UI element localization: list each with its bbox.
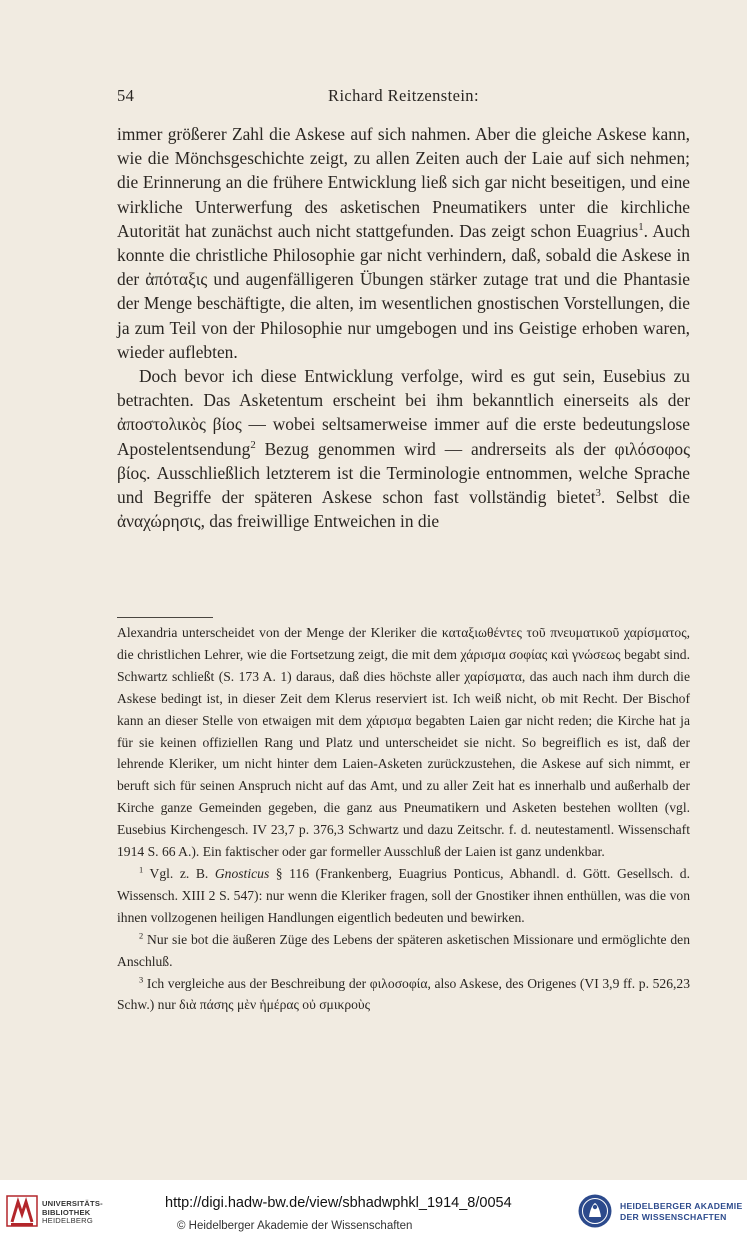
- library-name-line-1: UNIVERSITÄTS-: [42, 1199, 103, 1208]
- footnote-ref-3: 3: [595, 487, 601, 500]
- footnote-2-mark: 2: [139, 930, 144, 941]
- footnote-1-part-a: Vgl. z. B.: [143, 865, 215, 881]
- footnote-ref-2: 2: [250, 438, 256, 451]
- viewer-footer: [0, 1180, 747, 1243]
- running-title: Richard Reitzenstein:: [328, 86, 479, 105]
- footnote-1: [117, 863, 690, 929]
- footnotes: [117, 622, 690, 1016]
- page-header: [117, 86, 690, 110]
- academy-name-line-1: HEIDELBERGER AKADEMIE: [620, 1201, 743, 1211]
- library-name-line-3: HEIDELBERG: [42, 1216, 93, 1226]
- footnote-3: [117, 973, 690, 1017]
- academy-name: [620, 1201, 742, 1223]
- footnote-ref-1: 1: [638, 221, 644, 234]
- footnote-1-italic: Gnosticus: [214, 865, 270, 881]
- paragraph-1-part-b: . Auch konnte die christliche Philosophie gar nicht verhindern, daß, sobald die Askese in der ἀπόταξις und augenfälligeren Übungen stärker zutage trat und die Phantasie der Menge beschäftigte, die alten, im wesentlichen gnostischen Vorstellungen, die ja zum Teil von der Philosophie nur umgebogen und ins Geistige erhoben waren, wieder auflebten.: [117, 220, 691, 362]
- copyright-notice: © Heidelberger Akademie der Wissenschaften: [177, 1220, 413, 1232]
- paragraph-1: [117, 122, 690, 364]
- paragraph-1-part-a: immer größerer Zahl die Askese auf sich nahmen. Aber die gleiche Askese kann, wie die Mönchsgeschichte zeigt, zu allen Zeiten auch der Laie auf sich nehmen; die Erinnerung an die frühere Entwicklung ließ sich gar nicht beseitigen, und eine wirkliche Unterwerfung des asketischen Pneumatikers unter die kirchliche Autorität hat zunächst auch nicht stattgefunden. Das zeigt schon Euagrius: [117, 124, 690, 241]
- paragraph-2-part-c: . Selbst die ἀναχώρησις, das freiwillige Entweichen in die: [117, 487, 690, 532]
- academy-seal-logo-icon: [577, 1193, 613, 1229]
- permalink-url[interactable]: http://digi.hadw-bw.de/view/sbhadwphkl_1914_8/0054: [165, 1195, 512, 1211]
- library-name: [42, 1200, 103, 1226]
- footnote-2: [117, 929, 690, 973]
- footnote-1-mark: 1: [139, 864, 144, 875]
- footnote-continuation: Alexandria unterscheidet von der Menge der Kleriker die καταξιωθέντες τοῦ πνευματικοῦ χαρίσματος, die christlichen Lehrer, wie die Fortsetzung zeigt, die mit dem χάρισμα σοφίας καὶ γνώσεως begabt sind. Schwartz schließt (S. 173 A. 1) daraus, daß dies höchste aller χαρίσματα, das auch nach ihm durch die Askese bedingt ist, in dieser Zeit dem Klerus reserviert ist. Ich weiß nicht, ob mit Recht. Der Bischof kann an dieser Stelle von etwaigen mit dem χάρισμα begabten Laien gar nicht reden; die Kirche hat ja für sie keinen offiziellen Rang und Platz und unterscheidet sie nicht. So begreiflich es ist, daß der lehrende Kleriker, um nicht hinter dem Laien-Asketen zurückzustehen, die Askese auf sich nimmt, er beruft sich für seinen Anspruch nicht auf das Amt, und zu aller Zeit hat es innerhalb und außerhalb der Kirche ganze Gemeinden gegeben, die ganz aus Pneumatikern und Asketen bestehen wollten (vgl. Eusebius Kirchengesch. IV 23,7 p. 376,3 Schwartz und dazu Zeitschr. f. d. neutestamentl. Wissenschaft 1914 S. 66 A.). Ein faktischer oder gar formeller Ausschluß der Laien ist ganz undenkbar.: [117, 625, 690, 860]
- footnote-3-mark: 3: [139, 973, 144, 984]
- footnote-2-text: Nur sie bot die äußeren Züge des Lebens der späteren asketischen Missionare und ermöglichte den Anschluß.: [117, 931, 690, 969]
- footnote-divider: [117, 617, 213, 618]
- footnote-1-part-b: § 116 (Frankenberg, Euagrius Ponticus, Abhandl. d. Gött. Gesellsch. d. Wissensch. XIII 2 S. 547): nur wenn die Kleriker fragen, soll der Gnostiker ihnen enthüllen, was die von ihnen vollzogenen heiligen Handlungen eigentlich bedeuten und bewirken.: [117, 865, 690, 925]
- page-number: 54: [117, 86, 135, 105]
- academy-name-line-2: DER WISSENSCHAFTEN: [620, 1212, 727, 1222]
- paragraph-2-part-a: Doch bevor ich diese Entwicklung verfolge, wird es gut sein, Eusebius zu betrachten. Das Asketentum erscheint bei ihm bekanntlich einerseits als der ἀποστολικὸς βίος — wobei seltsamerweise immer auf die erste bedeutungslose Apostelentsendung: [117, 366, 690, 459]
- footnote-3-text: Ich vergleiche aus der Beschreibung der φιλοσοφία, also Askese, des Origenes (VI 3,9 ff. p. 526,23 Schw.) nur διὰ πάσης μὲν ἡμέρας οὐ σμικροὺς: [117, 975, 690, 1013]
- paragraph-2: [117, 364, 690, 533]
- main-text: [117, 122, 690, 533]
- university-library-logo-icon: [6, 1194, 38, 1228]
- library-name-line-2: BIBLIOTHEK: [42, 1207, 91, 1217]
- paragraph-2-part-b: Bezug genommen wird — andrerseits als der φιλόσοφος βίος. Ausschließlich letzterem ist die Terminologie entnommen, welche Sprache und Begriffe der späteren Askese schon fast vollständig bietet: [117, 438, 690, 508]
